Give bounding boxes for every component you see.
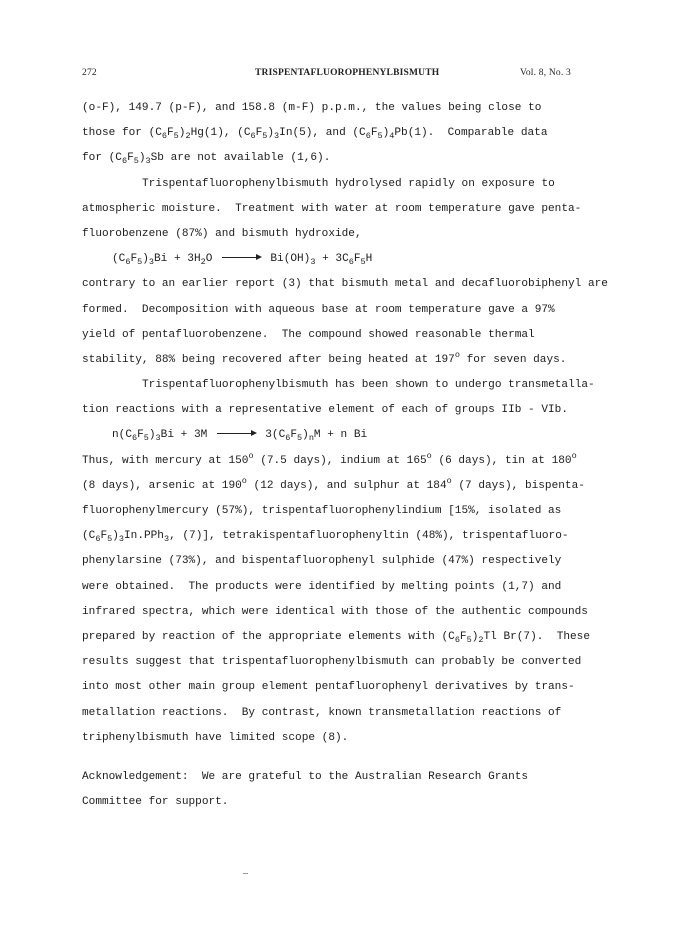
hydrolysis-equation: $(C_6F_5)_3Bi + 3H_2O$ $Bi(OH)_3 + 3C_6F_5H$ <box>112 253 373 268</box>
text-line: fluorobenzene (87%) and bismuth hydroxide, <box>82 227 362 240</box>
paragraph-decomposition <box>82 272 608 373</box>
text-line: (8 days), arsenic at 190$^o$ (12 days), and sulphur at 184$^o$ (7 days), bispenta- <box>82 475 585 492</box>
text-line: into most other main group element pentafluorophenyl derivatives by trans- <box>82 681 575 694</box>
paragraph-results <box>82 449 602 751</box>
article-body <box>82 96 608 815</box>
text-line: atmospheric moisture. Treatment with water at room temperature gave penta- <box>82 202 582 215</box>
volume-issue: Vol. 8, No. 3 <box>520 68 571 78</box>
page-number: 272 <box>82 68 97 78</box>
acknowledgement <box>82 765 602 815</box>
text-line: fluorophenylmercury (57%), trispentafluorophenylindium [15%, isolated as <box>82 505 562 517</box>
text-line: triphenylbismuth have limited scope (8). <box>82 731 349 744</box>
running-title: TRISPENTAFLUOROPHENYLBISMUTH <box>255 68 440 78</box>
text-line: were obtained. The products were identified by melting points (1,7) and <box>82 580 562 593</box>
text-line: $(C_6F_5)_3In.PPh_3$, (7)], tetrakispentafluorophenyltin (48%), trispentafluoro- <box>82 530 569 545</box>
text-line: prepared by reaction of the appropriate elements with $(C_6F_5)_2Tl$ Br(7). These <box>82 630 591 645</box>
text-line: for $(C_6F_5)_3Sb$ are not available (1,6). <box>82 152 331 167</box>
text-line: Trispentafluorophenylbismuth hydrolysed rapidly on exposure to <box>142 177 555 190</box>
text-line: results suggest that trispentafluorophenylbismuth can probably be converted <box>82 656 582 669</box>
text-line: those for $(C_6F_5)_2Hg(1)$, $(C_6F_5)_3In(5)$, and $(C_6F_5)_4Pb(1)$. Comparable data <box>82 127 548 142</box>
text-line: Acknowledgement: We are grateful to the Australian Research Grants <box>82 770 529 783</box>
page-speck <box>243 873 248 874</box>
reaction-arrow-icon <box>217 433 255 434</box>
text-line: contrary to an earlier report (3) that bismuth metal and decafluorobiphenyl are <box>82 278 608 291</box>
reaction-arrow-icon <box>222 257 260 258</box>
text-line: stability, 88% being recovered after being heated at 197$^o$ for seven days. <box>82 349 567 366</box>
text-line: Trispentafluorophenylbismuth has been shown to undergo transmetalla- <box>142 379 595 392</box>
text-line: (o-F), 149.7 (p-F), and 158.8 (m-F) p.p.m., the values being close to <box>82 102 542 114</box>
text-line: infrared spectra, which were identical with those of the authentic compounds <box>82 605 588 618</box>
text-line: tion reactions with a representative element of each of groups IIb - VIb. <box>82 404 568 417</box>
paragraph-nmr-data <box>82 96 602 172</box>
paragraph-hydrolysis <box>82 172 602 248</box>
text-line: metallation reactions. By contrast, known transmetallation reactions of <box>82 706 562 719</box>
text-line: phenylarsine (73%), and bispentafluorophenyl sulphide (47%) respectively <box>82 555 562 568</box>
transmetallation-equation: $n(C_6F_5)_3Bi + 3M$ $3(C_6F_5)_nM + n$ Bi <box>112 429 368 444</box>
text-line: formed. Decomposition with aqueous base at room temperature gave a 97% <box>82 303 555 316</box>
text-line: yield of pentafluorobenzene. The compound showed reasonable thermal <box>82 328 535 341</box>
paragraph-transmetallation-intro <box>82 373 602 423</box>
text-line: Committee for support. <box>82 796 229 809</box>
text-line: Thus, with mercury at 150$^o$ (7.5 days), indium at 165$^o$ (6 days), tin at 180$^o$ <box>82 450 577 467</box>
